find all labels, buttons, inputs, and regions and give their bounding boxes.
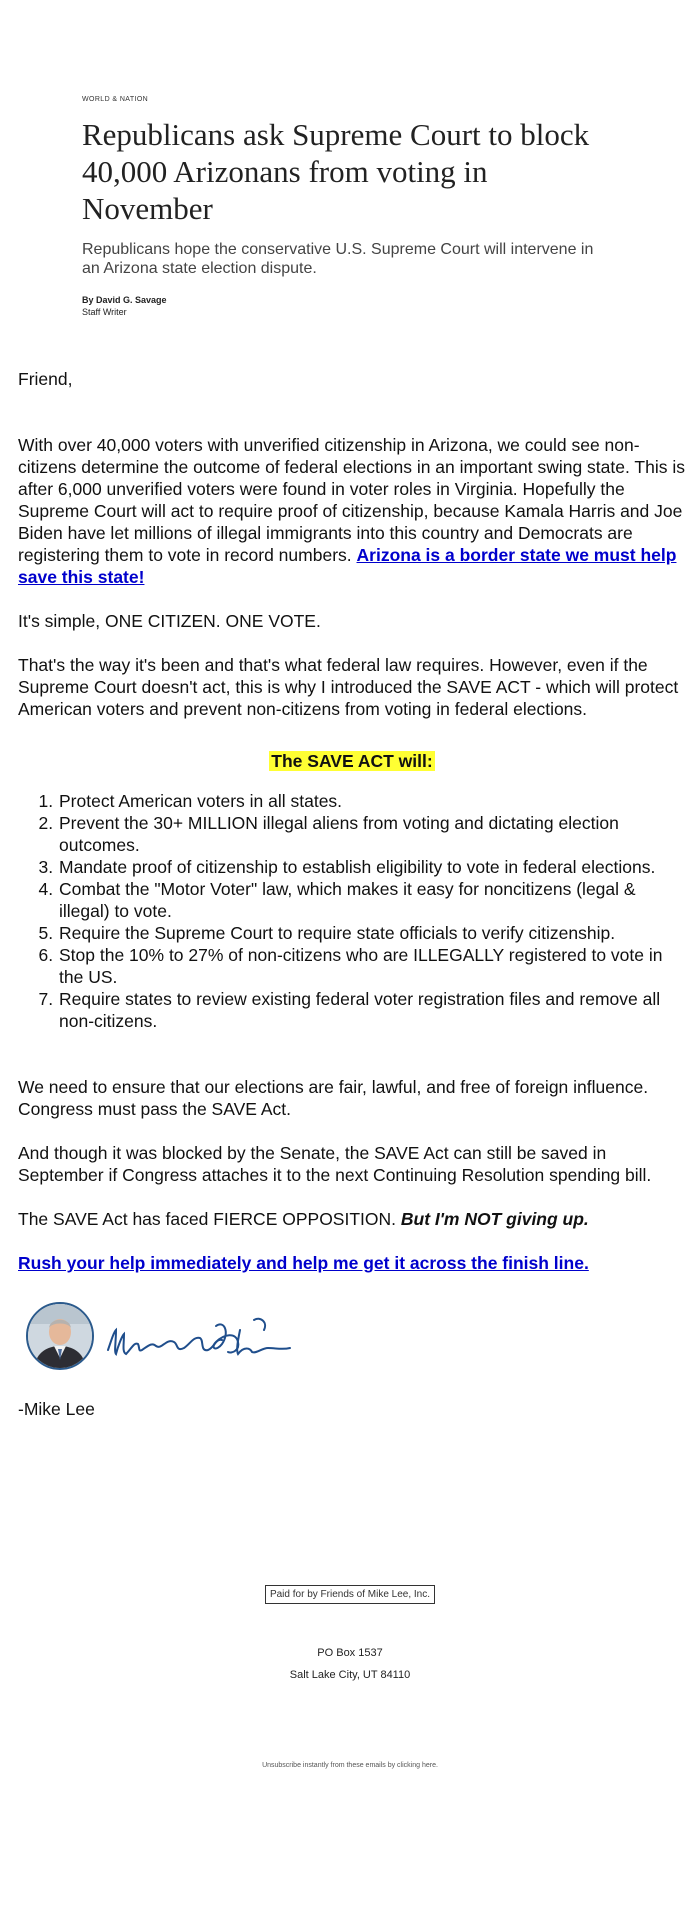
signoff-block: [18, 1398, 686, 1420]
paragraph-intro-text: With over 40,000 voters with unverified citizenship in Arizona, we could see non-citizens determine the outcome of federal elections in an important swing state. This is after 6,000 unverified voters were found in voter roles in Virginia. Hopefully the Supreme Court will act to require proof of citizenship, because Kamala Harris and Joe Biden have let millions of illegal immigrants into this country and Democrats are registering them to vote in record numbers.: [18, 435, 685, 565]
opposition-text: The SAVE Act has faced FIERCE OPPOSITION.: [18, 1209, 397, 1229]
save-act-heading-wrap: [18, 750, 686, 772]
article-dek: Republicans hope the conservative U.S. Supreme Court will intervene in an Arizona state election dispute.: [82, 241, 594, 277]
greeting: Friend,: [18, 369, 73, 389]
email-body: [18, 368, 686, 1274]
unsubscribe-block: [0, 1754, 700, 1772]
paragraph-intro: [18, 434, 686, 588]
signature-row: [26, 1302, 286, 1372]
save-act-item: 4. Combat the "Motor Voter" law, which makes it easy for noncitizens (legal & illegal) to vote.: [58, 878, 686, 922]
paragraph-federal-law: That's the way it's been and that's what federal law requires. However, even if the Supreme Court doesn't act, this is why I introduced the SAVE ACT - which will protect American voters and prevent non-citizens from voting in federal elections.: [18, 655, 679, 719]
mailing-address: [0, 1642, 700, 1686]
address-line-2: Salt Lake City, UT 84110: [289, 1669, 411, 1681]
signoff: -Mike Lee: [18, 1399, 95, 1419]
paid-for-block: [0, 1584, 700, 1604]
article-author: By David G. Savage: [82, 295, 167, 305]
not-giving-up-text: But I'm NOT giving up.: [400, 1209, 589, 1229]
paragraph-cta: [18, 1252, 686, 1274]
rush-help-link[interactable]: Rush your help immediately and help me get it across the finish line.: [18, 1253, 589, 1273]
article-byline: [82, 294, 622, 318]
save-act-item: 7. Require states to review existing federal voter registration files and remove all non-citizens.: [58, 988, 686, 1032]
save-act-item: 6. Stop the 10% to 27% of non-citizens who are ILLEGALLY registered to vote in the US.: [58, 944, 686, 988]
save-act-heading: The SAVE ACT will:: [271, 751, 433, 771]
save-act-item: 1. Protect American voters in all states.: [58, 790, 686, 812]
save-act-list: [18, 790, 686, 1032]
paragraph-senate-blocked: And though it was blocked by the Senate, the SAVE Act can still be saved in September if Congress attaches it to the next Continuing Resolution spending bill.: [18, 1143, 652, 1185]
unsubscribe-link[interactable]: Unsubscribe instantly from these emails by clicking here.: [262, 1762, 438, 1769]
save-act-item: 2. Prevent the 30+ MILLION illegal aliens from voting and dictating election outcomes.: [58, 812, 686, 856]
save-act-item: 3. Mandate proof of citizenship to establish eligibility to vote in federal elections.: [58, 856, 686, 878]
article-author-role: Staff Writer: [82, 307, 127, 317]
arizona-border-state-link[interactable]: Arizona is a border state we must help save this state!: [18, 545, 677, 587]
address-line-1: PO Box 1537: [317, 1647, 383, 1659]
paragraph-fair-elections: We need to ensure that our elections are fair, lawful, and free of foreign influence. Congress must pass the SAVE Act.: [18, 1077, 649, 1119]
article-header-image: [82, 96, 622, 318]
paragraph-opposition: [18, 1208, 686, 1230]
article-headline: Republicans ask Supreme Court to block 40,000 Arizonans from voting in November: [82, 117, 590, 226]
signature-graphic: [104, 1308, 304, 1368]
save-act-item: 5. Require the Supreme Court to require state officials to verify citizenship.: [58, 922, 686, 944]
article-kicker: WORLD & NATION: [82, 96, 149, 103]
paid-for-disclaimer: Paid for by Friends of Mike Lee, Inc.: [265, 1585, 435, 1604]
paragraph-one-citizen: It's simple, ONE CITIZEN. ONE VOTE.: [18, 611, 321, 631]
avatar-portrait-icon: [28, 1304, 92, 1368]
avatar: [26, 1302, 94, 1370]
